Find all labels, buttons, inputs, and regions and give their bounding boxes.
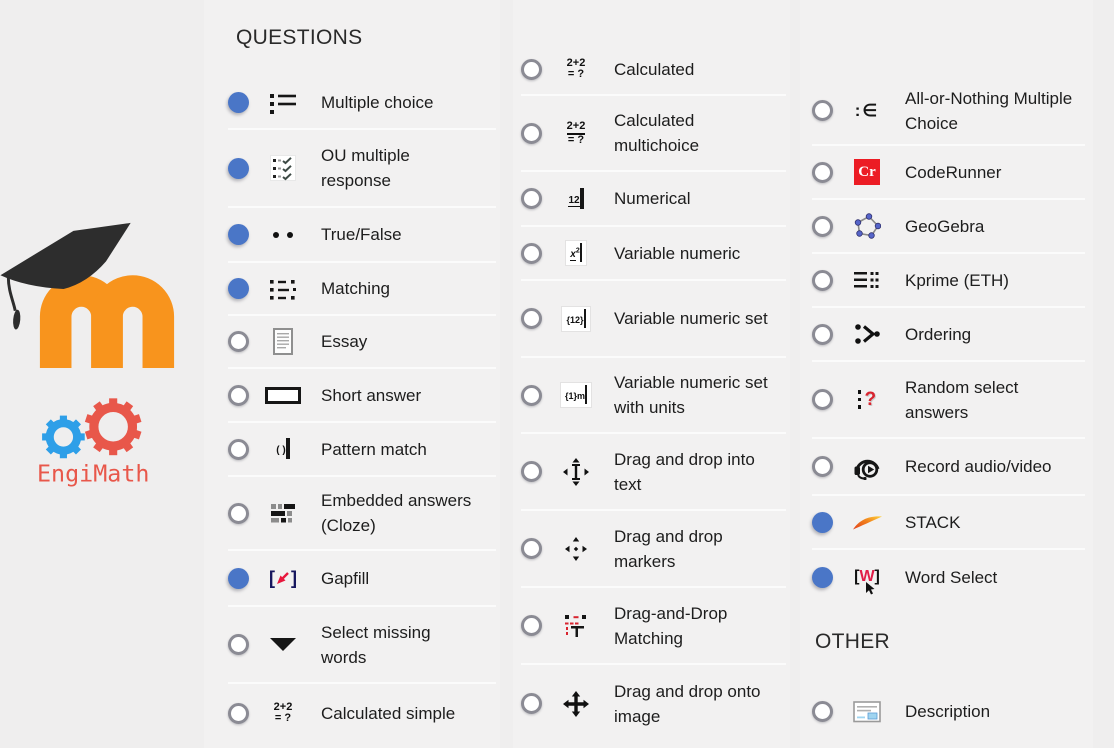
question-type-row[interactable]	[812, 77, 1085, 146]
ou-multiple-response-icon	[264, 155, 302, 181]
question-type-label: Short answer	[321, 385, 422, 405]
engimath-blue-gear-icon	[42, 416, 85, 459]
question-type-label: Ordering	[905, 324, 972, 344]
questions-column-3	[800, 0, 1093, 748]
question-type-row[interactable]	[521, 665, 786, 742]
question-type-label: Calculated multichoice	[614, 111, 700, 155]
radio-button[interactable]	[228, 385, 249, 406]
question-type-label: Random select answers	[905, 377, 1019, 422]
calculated-icon: 2+2 = ?	[566, 57, 586, 80]
question-type-list	[812, 77, 1085, 604]
question-type-row[interactable]	[812, 683, 1085, 740]
radio-button[interactable]	[812, 567, 833, 588]
drag-drop-onto-image-icon	[557, 691, 595, 717]
radio-button[interactable]	[521, 615, 542, 636]
question-type-row[interactable]	[812, 362, 1085, 439]
question-type-row[interactable]	[812, 146, 1085, 200]
record-audio-video-icon	[848, 453, 886, 480]
question-type-row[interactable]	[228, 423, 496, 477]
question-type-row[interactable]	[521, 588, 786, 665]
questions-header: QUESTIONS	[236, 26, 363, 49]
radio-button[interactable]	[812, 216, 833, 237]
question-type-row[interactable]	[228, 551, 496, 607]
random-select-answers-icon: ?	[848, 389, 886, 411]
calculated-multichoice-icon: 2+2 = ?	[566, 119, 586, 146]
short-answer-icon	[264, 387, 302, 404]
ordering-icon	[848, 323, 886, 345]
radio-button[interactable]	[228, 224, 249, 245]
radio-button[interactable]	[812, 512, 833, 533]
questions-column-2	[513, 0, 790, 748]
moodle-logo	[8, 218, 206, 371]
engimath-red-gear-icon	[85, 398, 142, 455]
numerical-icon: 12	[557, 190, 595, 208]
question-type-row[interactable]	[812, 550, 1085, 604]
question-type-row[interactable]	[812, 308, 1085, 362]
question-type-row[interactable]	[521, 44, 786, 96]
radio-button[interactable]	[521, 308, 542, 329]
description-icon	[848, 701, 886, 723]
question-type-label: CodeRunner	[905, 162, 1002, 182]
question-type-row[interactable]	[228, 208, 496, 263]
word-select-icon: [W]	[848, 568, 886, 586]
questions-column-1	[204, 0, 500, 748]
question-type-label: STACK	[905, 512, 961, 532]
question-type-row[interactable]	[521, 434, 786, 511]
question-type-row[interactable]	[521, 358, 786, 434]
question-type-label: Drag and drop into text	[614, 449, 755, 494]
radio-button[interactable]	[521, 123, 542, 144]
question-type-label: Calculated	[614, 59, 695, 79]
question-type-label: Matching	[321, 279, 390, 298]
question-type-row[interactable]	[228, 684, 496, 742]
variable-numeric-icon: $x^2$	[557, 240, 595, 266]
radio-button[interactable]	[228, 703, 249, 724]
question-type-label: True/False	[321, 225, 402, 244]
question-type-label: Variable numeric set	[614, 309, 768, 328]
radio-button[interactable]	[521, 385, 542, 406]
question-type-row[interactable]	[228, 130, 496, 208]
radio-button[interactable]	[228, 568, 249, 589]
select-missing-words-icon	[264, 638, 302, 651]
question-type-row[interactable]	[228, 607, 496, 684]
radio-button[interactable]	[521, 693, 542, 714]
variable-numeric-set-units-icon: {1}m	[557, 382, 595, 408]
question-type-row[interactable]	[812, 439, 1085, 496]
radio-button[interactable]	[812, 701, 833, 722]
radio-button[interactable]	[521, 59, 542, 80]
question-type-row[interactable]	[228, 316, 496, 369]
multiple-choice-icon	[264, 91, 302, 115]
variable-numeric-set-icon: {12}	[557, 306, 595, 332]
radio-button[interactable]	[228, 158, 249, 179]
kprime-icon	[848, 269, 886, 291]
other-header: OTHER	[815, 630, 890, 653]
question-type-label: Kprime (ETH)	[905, 270, 1009, 290]
question-type-row[interactable]	[812, 496, 1085, 550]
question-type-row[interactable]	[228, 77, 496, 130]
question-type-label: Essay	[321, 332, 368, 351]
radio-button[interactable]	[812, 324, 833, 345]
question-type-label: Record audio/video	[905, 457, 1052, 476]
question-type-label: Select missing words	[321, 622, 431, 667]
radio-button[interactable]	[228, 439, 249, 460]
question-type-row[interactable]	[521, 281, 786, 358]
radio-button[interactable]	[228, 503, 249, 524]
radio-button[interactable]	[812, 456, 833, 477]
question-type-label: Pattern match	[321, 439, 427, 459]
question-type-label: Multiple choice	[321, 93, 434, 112]
question-type-row[interactable]	[521, 511, 786, 588]
question-type-label: Description	[905, 702, 991, 721]
question-type-row[interactable]	[521, 172, 786, 227]
question-type-label: Embedded answers (Cloze)	[321, 491, 472, 535]
radio-button[interactable]	[812, 270, 833, 291]
radio-button[interactable]	[812, 389, 833, 410]
stack-icon	[848, 513, 886, 531]
radio-button[interactable]	[228, 331, 249, 352]
radio-button[interactable]	[521, 188, 542, 209]
question-type-row[interactable]	[521, 227, 786, 281]
question-type-label: GeoGebra	[905, 216, 985, 236]
radio-button[interactable]	[228, 278, 249, 299]
question-type-label: All-or-Nothing Multiple Choice	[905, 88, 1073, 133]
engimath-wordmark: EngiMath	[37, 459, 150, 488]
coderunner-icon: Cr	[848, 159, 886, 185]
cloze-icon	[264, 502, 302, 524]
matching-icon	[264, 277, 302, 301]
question-type-label: Variable numeric	[614, 243, 741, 263]
radio-button[interactable]	[228, 634, 249, 655]
true-false-icon	[264, 232, 302, 238]
pattern-match-icon: ( )	[264, 440, 302, 458]
question-type-label: Drag-and-Drop Matching	[614, 603, 728, 648]
other-type-list	[812, 683, 1085, 740]
question-type-row[interactable]	[812, 254, 1085, 308]
question-type-label: Gapfill	[321, 568, 370, 588]
question-type-list	[521, 44, 786, 742]
moodle-m-letter	[56, 291, 159, 368]
question-type-row[interactable]	[228, 263, 496, 316]
radio-button[interactable]	[812, 162, 833, 183]
question-type-label: OU multiple response	[321, 146, 410, 190]
engimath-logo	[36, 396, 168, 493]
radio-button[interactable]	[521, 538, 542, 559]
question-type-row[interactable]	[812, 200, 1085, 254]
question-type-label: Drag and drop markers	[614, 526, 723, 571]
question-type-row[interactable]	[228, 369, 496, 423]
question-type-row[interactable]	[521, 96, 786, 172]
cursor-icon	[865, 582, 876, 595]
drag-drop-markers-icon	[557, 536, 595, 562]
gapfill-icon: [ ]	[269, 567, 297, 588]
radio-button[interactable]	[521, 461, 542, 482]
radio-button[interactable]	[228, 92, 249, 113]
radio-button[interactable]	[812, 100, 833, 121]
question-type-list	[228, 77, 496, 742]
all-or-nothing-icon: :∈	[854, 100, 880, 120]
question-type-row[interactable]	[228, 477, 496, 551]
essay-icon	[264, 328, 302, 355]
question-type-label: Numerical	[614, 189, 691, 208]
geogebra-icon	[848, 213, 886, 239]
drag-drop-into-text-icon	[557, 458, 595, 486]
calculated-simple-icon: 2+2 = ?	[273, 701, 293, 724]
question-type-label: Calculated simple	[321, 703, 456, 723]
question-type-label: Variable numeric set with units	[614, 373, 768, 417]
question-type-label: Word Select	[905, 567, 998, 587]
radio-button[interactable]	[521, 243, 542, 264]
drag-drop-matching-icon	[557, 614, 595, 638]
question-type-label: Drag and drop onto image	[614, 681, 761, 726]
